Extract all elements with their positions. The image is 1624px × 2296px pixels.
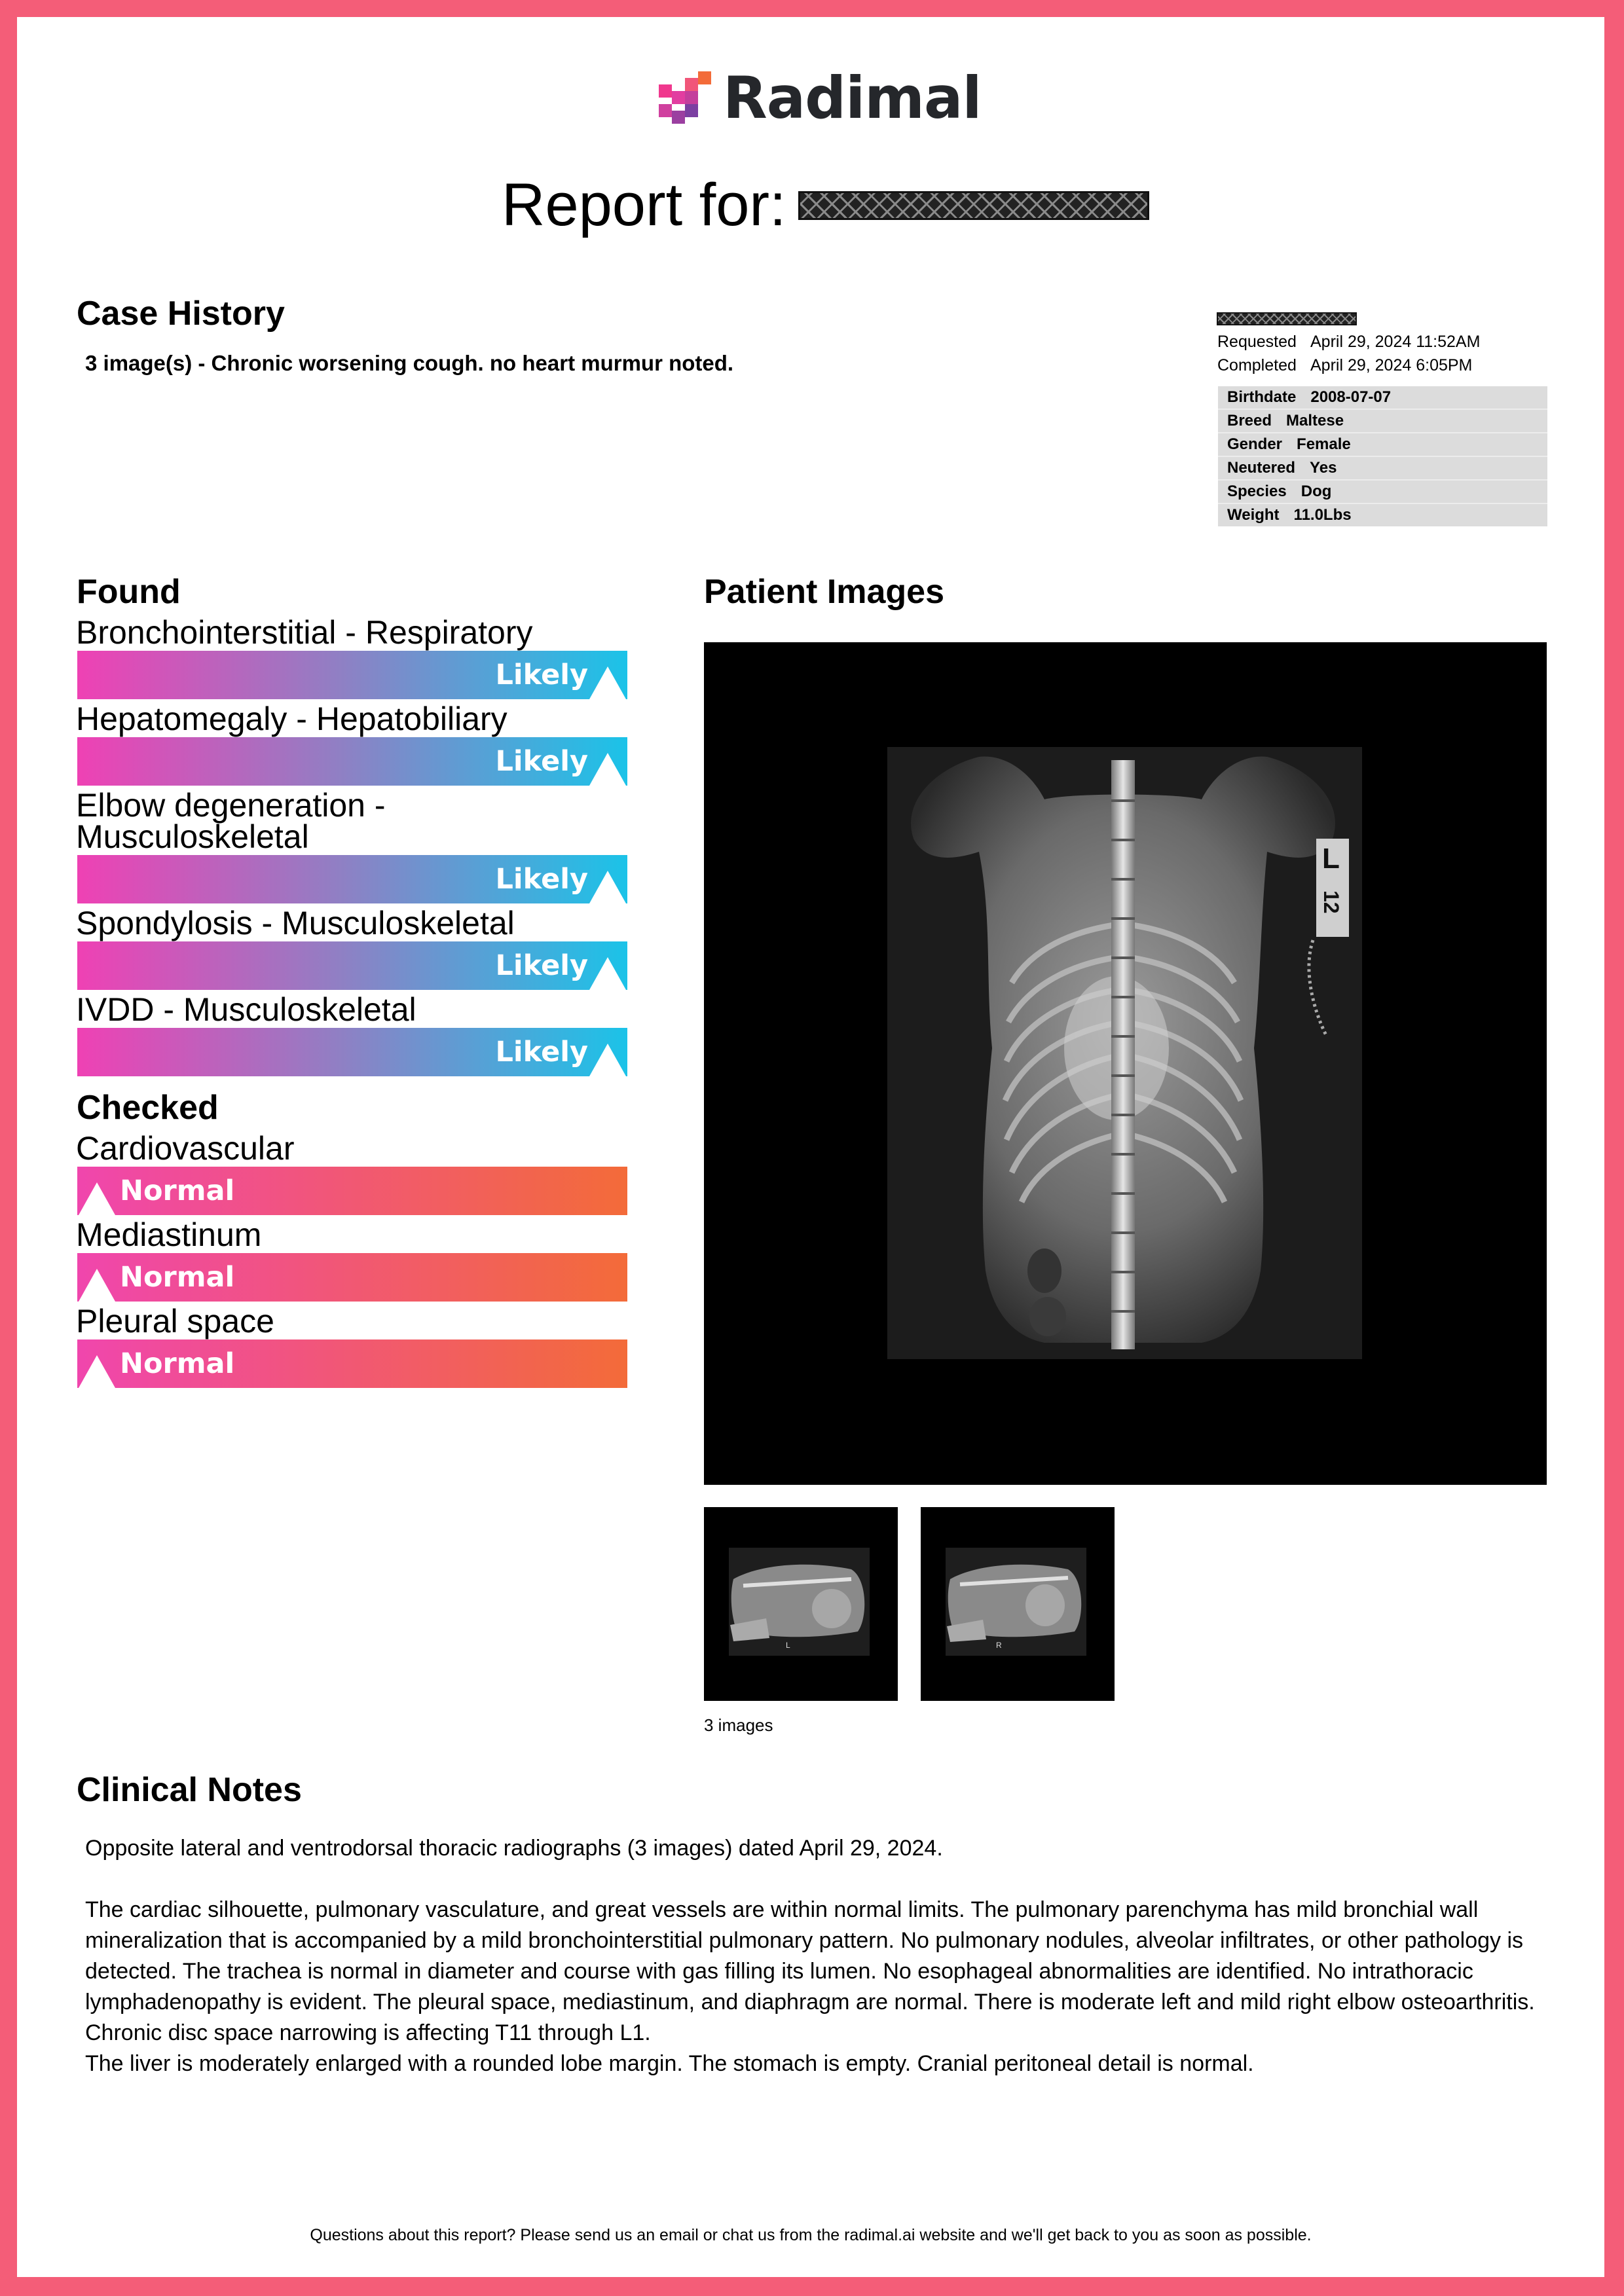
main-radiograph[interactable] xyxy=(704,642,1547,1485)
finding-label: Spondylosis - Musculoskeletal xyxy=(76,905,515,941)
requested-row xyxy=(1217,330,1480,354)
arrow-up-icon xyxy=(79,1269,115,1302)
report-title xyxy=(502,171,1149,240)
brand-logo xyxy=(659,62,982,134)
arrow-up-icon xyxy=(79,1355,115,1388)
arrow-up-icon xyxy=(589,871,626,903)
footer-text: Questions about this report? Please send us an email or chat us from the radimal.ai website and we'll get back to you as soon as possible. xyxy=(310,2226,1312,2244)
notes-paragraph: Opposite lateral and ventrodorsal thoracic radiographs (3 images) dated April 29, 2024. xyxy=(85,1836,943,1861)
brand-name: Radimal xyxy=(723,64,982,132)
checked-heading: Checked xyxy=(77,1089,219,1127)
status-text: Normal xyxy=(120,1347,235,1380)
status-text: Normal xyxy=(120,1175,235,1207)
redacted-patient-name xyxy=(798,191,1149,220)
report-page xyxy=(17,17,1604,2277)
finding-label: IVDD - Musculoskeletal xyxy=(76,991,416,1028)
notes-paragraph: The cardiac silhouette, pulmonary vasculature, and great vessels are within normal limits. The pulmonary parenchyma has mild bronchial wall mineralization that is accompanied by a mild bronchointerstitial pulmonary pattern. No pulmonary nodules, alveolar infiltrates, or other pathology is detected. The trachea is normal in diameter and course with gas filling its lumen. No esophageal abnormalities are identified. No intrathoracic lymphadenopathy is evident. The pleural space, mediastinum, and diaphragm are normal. There is moderate left and mild right elbow osteoarthritis. Chronic disc space narrowing is affecting T11 through L1. xyxy=(85,1897,1535,2045)
arrow-up-icon xyxy=(79,1182,115,1215)
patient-info-table xyxy=(1218,386,1547,526)
date-label: Completed xyxy=(1217,356,1297,374)
xray-marker-number: 12 xyxy=(1320,890,1343,914)
info-row-neutered: Neutered Yes xyxy=(1218,457,1547,481)
finding-label: Bronchointerstitial - Respiratory xyxy=(76,614,533,651)
info-row-gender: Gender Female xyxy=(1218,433,1547,457)
info-row-breed: Breed Maltese xyxy=(1218,410,1547,433)
date-label: Requested xyxy=(1217,333,1297,351)
status-text: Likely xyxy=(495,745,588,778)
patient-images-heading: Patient Images xyxy=(704,573,945,611)
thumbnail-lateral-left[interactable] xyxy=(704,1507,898,1701)
info-row-birthdate: Birthdate 2008-07-07 xyxy=(1218,386,1547,410)
normal-bar xyxy=(77,1167,627,1215)
lateral-xray-thumbnail xyxy=(921,1507,1115,1701)
likely-bar xyxy=(77,651,627,699)
checked-label: Cardiovascular xyxy=(76,1130,295,1167)
arrow-up-icon xyxy=(589,666,626,699)
status-text: Likely xyxy=(495,659,588,691)
arrow-up-icon xyxy=(589,753,626,786)
thumbnail-lateral-right[interactable] xyxy=(921,1507,1115,1701)
likely-bar xyxy=(77,855,627,903)
xray-marker-letter: L xyxy=(1322,843,1340,875)
case-history-heading: Case History xyxy=(77,295,285,333)
likely-bar xyxy=(77,737,627,786)
finding-label: Hepatomegaly - Hepatobiliary xyxy=(76,701,507,737)
found-heading: Found xyxy=(77,573,181,611)
clinical-notes-body xyxy=(85,1833,1545,2079)
notes-paragraph: The liver is moderately enlarged with a rounded lobe margin. The stomach is empty. Cranial peritoneal detail is normal. xyxy=(85,2051,1254,2076)
clinical-notes-heading: Clinical Notes xyxy=(77,1771,302,1809)
arrow-up-icon xyxy=(589,957,626,990)
thumbnail-marker: R xyxy=(996,1641,1002,1650)
case-history-text: 3 image(s) - Chronic worsening cough. no heart murmur noted. xyxy=(85,351,734,375)
checked-label: Pleural space xyxy=(76,1303,274,1339)
status-text: Likely xyxy=(495,863,588,896)
thumbnail-marker: L xyxy=(786,1641,790,1650)
completed-row xyxy=(1217,354,1480,377)
normal-bar xyxy=(77,1253,627,1302)
status-text: Likely xyxy=(495,949,588,982)
status-text: Normal xyxy=(120,1261,235,1294)
info-row-weight: Weight 11.0Lbs xyxy=(1227,506,1352,524)
likely-bar xyxy=(77,1028,627,1076)
image-count: 3 images xyxy=(704,1715,773,1735)
info-row-species: Species Dog xyxy=(1218,481,1547,504)
redacted-clinic-name xyxy=(1217,312,1357,325)
checked-label: Mediastinum xyxy=(76,1216,262,1253)
status-text: Likely xyxy=(495,1036,588,1068)
likely-bar xyxy=(77,941,627,990)
date-value: April 29, 2024 11:52AM xyxy=(1310,333,1481,351)
report-title-prefix: Report for: xyxy=(502,172,786,238)
finding-label: Elbow degeneration - Musculoskeletal xyxy=(76,787,386,855)
report-dates xyxy=(1217,330,1480,377)
lateral-xray-thumbnail xyxy=(704,1507,898,1701)
radimal-logo-icon xyxy=(659,71,711,124)
date-value: April 29, 2024 6:05PM xyxy=(1310,356,1473,374)
ventrodorsal-xray-image xyxy=(704,642,1547,1485)
arrow-up-icon xyxy=(589,1044,626,1076)
normal-bar xyxy=(77,1339,627,1388)
